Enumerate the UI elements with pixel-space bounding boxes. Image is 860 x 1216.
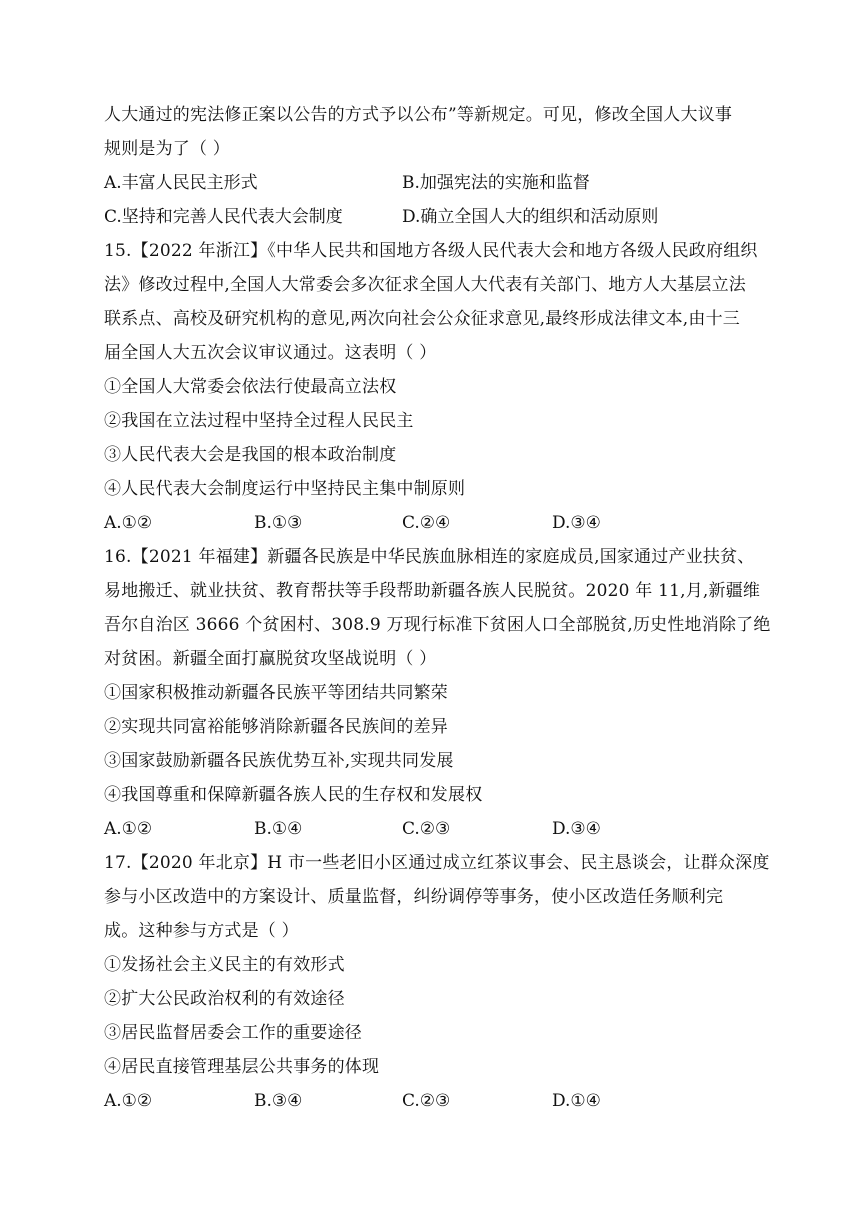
- q15-stem-line-1: 15.【2022 年浙江】《中华人民共和国地方各级人民代表大会和地方各级人民政府组织: [104, 241, 758, 261]
- q15-statement-1: ①全国人大常委会依法行使最高立法权: [104, 377, 397, 397]
- q17-statement-1: ①发扬社会主义民主的有效形式: [104, 955, 345, 975]
- q14-option-d: D.确立全国人大的组织和活动原则: [402, 207, 659, 227]
- q15-option-a: A.①②: [104, 513, 153, 533]
- q15-stem-line-4: 届全国人大五次会议审议通过。这表明（ ）: [104, 343, 437, 363]
- q15-option-b: B.①③: [254, 513, 303, 533]
- q15-option-c: C.②④: [402, 513, 451, 533]
- q15-statement-3: ③人民代表大会是我国的根本政治制度: [104, 445, 397, 465]
- q17-stem-line-2: 参与小区改造中的方案设计、质量监督，纠纷调停等事务，使小区改造任务顺利完: [104, 887, 724, 907]
- q16-statement-2: ②实现共同富裕能够消除新疆各民族间的差异: [104, 717, 448, 737]
- q17-stem-line-1: 17.【2020 年北京】H 市一些老旧小区通过成立红茶议事会、民主恳谈会，让群众深度: [104, 853, 770, 873]
- q16-option-c: C.②③: [402, 819, 451, 839]
- q17-stem-line-3: 成。这种参与方式是（ ）: [104, 921, 299, 941]
- q16-stem-line-4: 对贫困。新疆全面打赢脱贫攻坚战说明（ ）: [104, 649, 437, 669]
- q16-statement-1: ①国家积极推动新疆各民族平等团结共同繁荣: [104, 683, 448, 703]
- q17-statement-4: ④居民直接管理基层公共事务的体现: [104, 1057, 380, 1077]
- q16-stem-line-2: 易地搬迁、就业扶贫、教育帮扶等手段帮助新疆各族人民脱贫。2020 年 11,月,新疆维: [104, 581, 761, 601]
- q14-option-b: B.加强宪法的实施和监督: [402, 173, 590, 193]
- q16-statement-4: ④我国尊重和保障新疆各族人民的生存权和发展权: [104, 785, 483, 805]
- q17-option-b: B.③④: [254, 1091, 303, 1111]
- q16-stem-line-1: 16.【2021 年福建】新疆各民族是中华民族血脉相连的家庭成员,国家通过产业扶贫、: [104, 547, 755, 567]
- q15-statement-4: ④人民代表大会制度运行中坚持民主集中制原则: [104, 479, 466, 499]
- q15-stem-line-2: 法》修改过程中,全国人大常委会多次征求全国人大代表有关部门、地方人大基层立法: [104, 275, 747, 295]
- q14-stem-line-1: 人大通过的宪法修正案以公告的方式予以公布”等新规定。可见，修改全国人大议事: [104, 105, 733, 125]
- q16-statement-3: ③国家鼓励新疆各民族优势互补,实现共同发展: [104, 751, 454, 771]
- q15-stem-line-3: 联系点、高校及研究机构的意见,两次向社会公众征求意见,最终形成法律文本,由十三: [104, 309, 741, 329]
- q17-option-a: A.①②: [104, 1091, 153, 1111]
- q16-option-b: B.①④: [254, 819, 303, 839]
- q17-statement-2: ②扩大公民政治权利的有效途径: [104, 989, 345, 1009]
- q15-statement-2: ②我国在立法过程中坚持全过程人民民主: [104, 411, 414, 431]
- q14-option-a: A.丰富人民民主形式: [104, 173, 258, 193]
- q17-option-d: D.①④: [552, 1091, 601, 1111]
- q14-option-c: C.坚持和完善人民代表大会制度: [104, 207, 343, 227]
- q16-stem-line-3: 吾尔自治区 3666 个贫困村、308.9 万现行标准下贫困人口全部脱贫,历史性地消除了绝: [104, 615, 771, 635]
- q15-option-d: D.③④: [552, 513, 601, 533]
- q17-statement-3: ③居民监督居委会工作的重要途径: [104, 1023, 362, 1043]
- q17-option-c: C.②③: [402, 1091, 451, 1111]
- q14-stem-line-2: 规则是为了（ ）: [104, 139, 231, 159]
- q16-option-a: A.①②: [104, 819, 153, 839]
- q16-option-d: D.③④: [552, 819, 601, 839]
